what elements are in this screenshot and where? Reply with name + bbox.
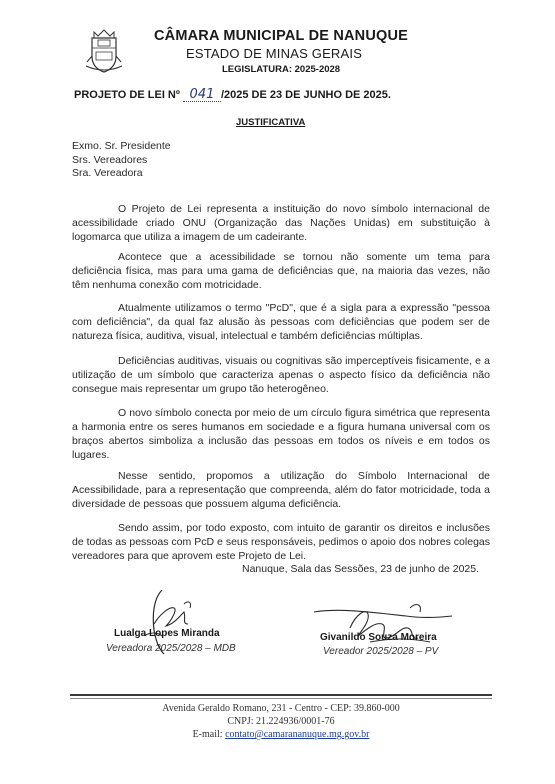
body-paragraph: O Projeto de Lei representa a instituição do novo símbolo internacional de acessibilidade criado ONU (Organização das Nações Unidas) em substituição à logomarca que utiliza a imagem de um cadeirante.	[72, 202, 490, 243]
body-paragraph: Deficiências auditivas, visuais ou cognitivas são imperceptíveis fisicamente, e a utilização de um símbolo que caracteriza apenas o aspecto físico da deficiência não consegue mais representar um grupo tão heterogêneo.	[72, 354, 490, 395]
legislature-label: LEGISLATURA: 2025-2028	[222, 64, 341, 75]
section-heading: JUSTIFICATIVA	[236, 117, 306, 128]
body-paragraph: Sendo assim, por todo exposto, com intuito de garantir os direitos e inclusões de todas as pessoas com PcD e seus responsáveis, pedimos o apoio dos nobres colegas vereadores para que aprovem este Projeto de Lei.	[72, 521, 490, 562]
signatory-role: Vereador 2025/2028 – PV	[323, 646, 439, 657]
body-paragraph: Acontece que a acessibilidade se tornou não somente um tema para deficiência física, mas para uma gama de deficiências que, na maioria das vezes, não têm nenhuma conexão com motricidade.	[72, 250, 490, 291]
signatory-name: Lualga Lopes Miranda	[114, 628, 220, 639]
footer-divider	[70, 694, 492, 696]
signatory-name: Givanildo Souza Moreira	[320, 632, 437, 643]
salutation-line: Sra. Vereadora	[72, 167, 143, 179]
footer-email-label: E-mail:	[192, 729, 223, 740]
footer-email-link[interactable]: contato@camarananuque.mg.gov.br	[225, 729, 370, 740]
municipal-crest-icon	[84, 26, 124, 74]
place-and-date: Nanuque, Sala das Sessões, 23 de junho de 2025.	[242, 563, 480, 575]
bill-prefix: PROJETO DE LEI Nº	[74, 89, 180, 101]
salutation-line: Exmo. Sr. Presidente	[72, 140, 171, 152]
bill-number: 041	[183, 89, 221, 102]
bill-title	[74, 89, 391, 102]
bill-suffix: /2025 DE 23 DE JUNHO DE 2025.	[220, 89, 391, 101]
body-paragraph: Nesse sentido, propomos a utilização do Símbolo Internacional de Acessibilidade, para a representação que compreenda, além do fator motricidade, toda a diversidade de pessoas que possuem alguma deficiência.	[72, 469, 490, 510]
footer-email-line	[70, 729, 492, 740]
body-paragraph: O novo símbolo conecta por meio de um círculo figura simétrica que representa a harmonia entre os seres humanos em sociedade e a figura humana universal com os braços abertos simboliza a inclusão das pessoas em todos os níveis e em todos os lugares.	[72, 406, 490, 461]
chamber-title: CÂMARA MUNICIPAL DE NANUQUE	[154, 28, 409, 44]
salutation-line: Srs. Vereadores	[72, 153, 148, 166]
salutation	[72, 140, 171, 181]
footer-cnpj: CNPJ: 21.224936/0001-76	[227, 716, 335, 727]
footer-address: Avenida Geraldo Romano, 231 - Centro - CEP: 39.860-000	[162, 703, 400, 714]
state-name: ESTADO DE MINAS GERAIS	[186, 46, 363, 61]
body-paragraph: Atualmente utilizamos o termo "PcD", que é a sigla para a expressão "pessoa com deficiência", da qual faz alusão às pessoas com deficiências que podem ser de natureza física, auditiva, visual, intelectual e também deficiências múltiplas.	[72, 301, 490, 342]
signatory-role: Vereadora 2025/2028 – MDB	[106, 643, 236, 654]
footer-divider	[70, 698, 492, 699]
